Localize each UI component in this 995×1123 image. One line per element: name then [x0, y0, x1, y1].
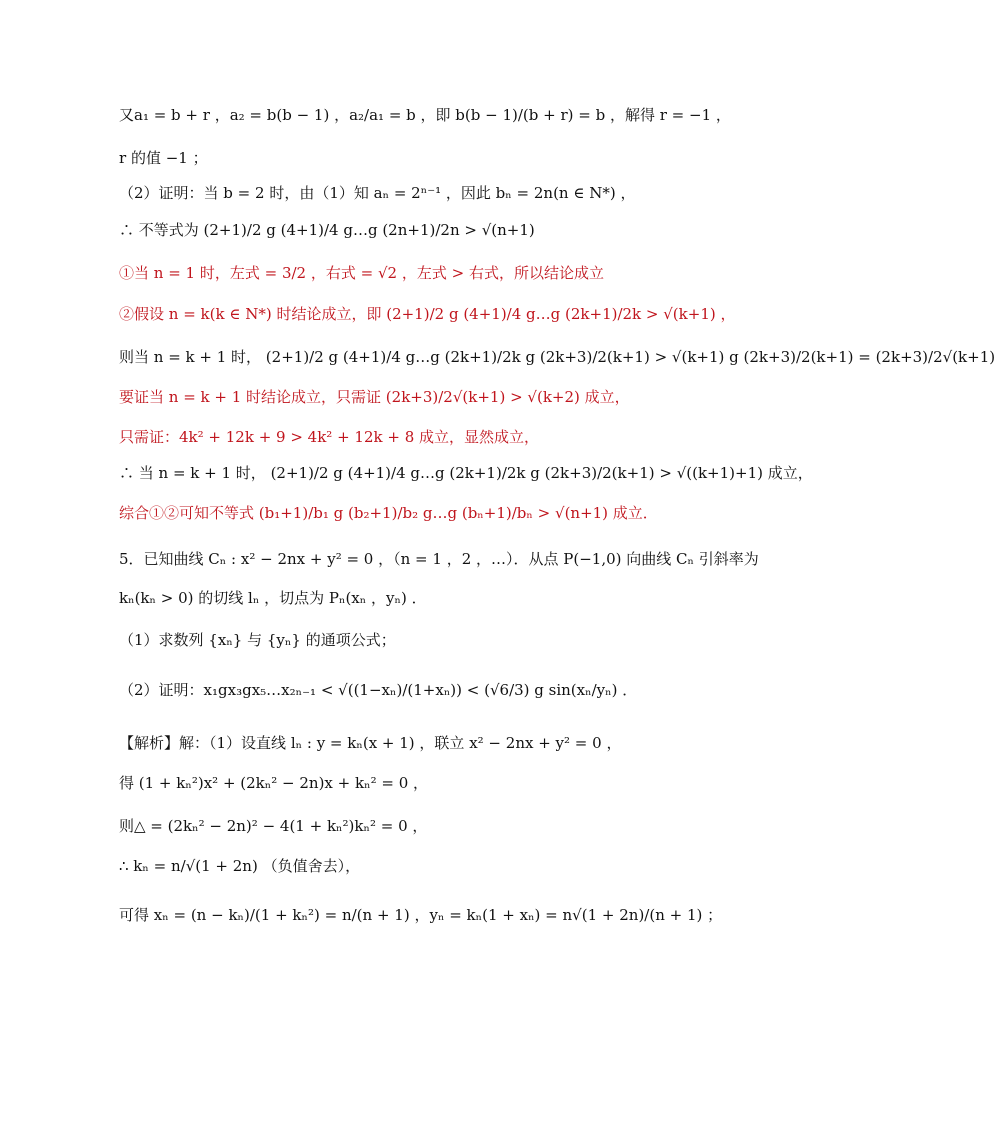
text-line-6: ②假设 n = k(k ∈ N*) 时结论成立，即 (2+1)/2 g (4+1)/4 g…g (2k+1)/2k > √(k+1) ，: [119, 305, 736, 323]
text-line-1: 又a₁ = b + r ，a₂ = b(b − 1) ，a₂/a₁ = b ，即 b(b − 1)/(b + r) = b ，解得 r = −1 ，: [119, 106, 731, 124]
text-line-9: 只需证：4k² + 12k + 9 > 4k² + 12k + 8 成立，显然成立，: [119, 428, 540, 446]
text-line-10: ∴ 当 n = k + 1 时， (2+1)/2 g (4+1)/4 g…g (2k+1)/2k g (2k+3)/2(k+1) > √((k+1)+1) 成立，: [119, 464, 813, 482]
text-line-19: ∴ kₙ = n/√(1 + 2n) （负值舍去），: [119, 857, 361, 875]
text-line-11: 综合①②可知不等式 (b₁+1)/b₁ g (b₂+1)/b₂ g…g (bₙ+1)/bₙ > √(n+1) 成立．: [119, 504, 658, 522]
text-line-20: 可得 xₙ = (n − kₙ)/(1 + kₙ²) = n/(n + 1) ，yₙ = kₙ(1 + xₙ) = n√(1 + 2n)/(n + 1) ；: [119, 906, 723, 924]
text-line-3: （2）证明：当 b = 2 时，由（1）知 aₙ = 2ⁿ⁻¹ ，因此 bₙ = 2n(n ∈ N*) ，: [119, 184, 636, 202]
text-line-5: ①当 n = 1 时，左式 = 3/2 ，右式 = √2 ，左式 > 右式，所以结论成立: [119, 264, 604, 282]
text-line-12: 5．已知曲线 Cₙ : x² − 2nx + y² = 0 ，（n = 1 ，2 ，…）．从点 P(−1,0) 向曲线 Cₙ 引斜率为: [119, 550, 759, 568]
text-line-17: 得 (1 + kₙ²)x² + (2kₙ² − 2n)x + kₙ² = 0 ，: [119, 774, 429, 792]
text-line-8: 要证当 n = k + 1 时结论成立，只需证 (2k+3)/2√(k+1) > √(k+2) 成立，: [119, 388, 630, 406]
text-line-15: （2）证明：x₁gx₃gx₅…x₂ₙ₋₁ < √((1−xₙ)/(1+xₙ)) < (√6/3) g sin(xₙ/yₙ) ．: [119, 681, 638, 699]
text-line-18: 则△ = (2kₙ² − 2n)² − 4(1 + kₙ²)kₙ² = 0 ，: [119, 817, 428, 835]
text-line-2: r 的值 −1 ；: [119, 149, 208, 167]
text-line-16: 【解析】解：（1）设直线 lₙ : y = kₙ(x + 1) ，联立 x² − 2nx + y² = 0 ，: [119, 734, 622, 752]
text-line-4: ∴ 不等式为 (2+1)/2 g (4+1)/4 g…g (2n+1)/2n > √(n+1): [119, 221, 535, 239]
text-line-7: 则当 n = k + 1 时， (2+1)/2 g (4+1)/4 g…g (2k+1)/2k g (2k+3)/2(k+1) > √(k+1) g (2k+3)/2(k+1) = (2k+3)/2√(k+1): [119, 348, 995, 366]
text-line-14: （1）求数列 {xₙ} 与 {yₙ} 的通项公式；: [119, 631, 396, 649]
text-line-13: kₙ(kₙ > 0) 的切线 lₙ ，切点为 Pₙ(xₙ ，yₙ) ．: [119, 589, 427, 607]
